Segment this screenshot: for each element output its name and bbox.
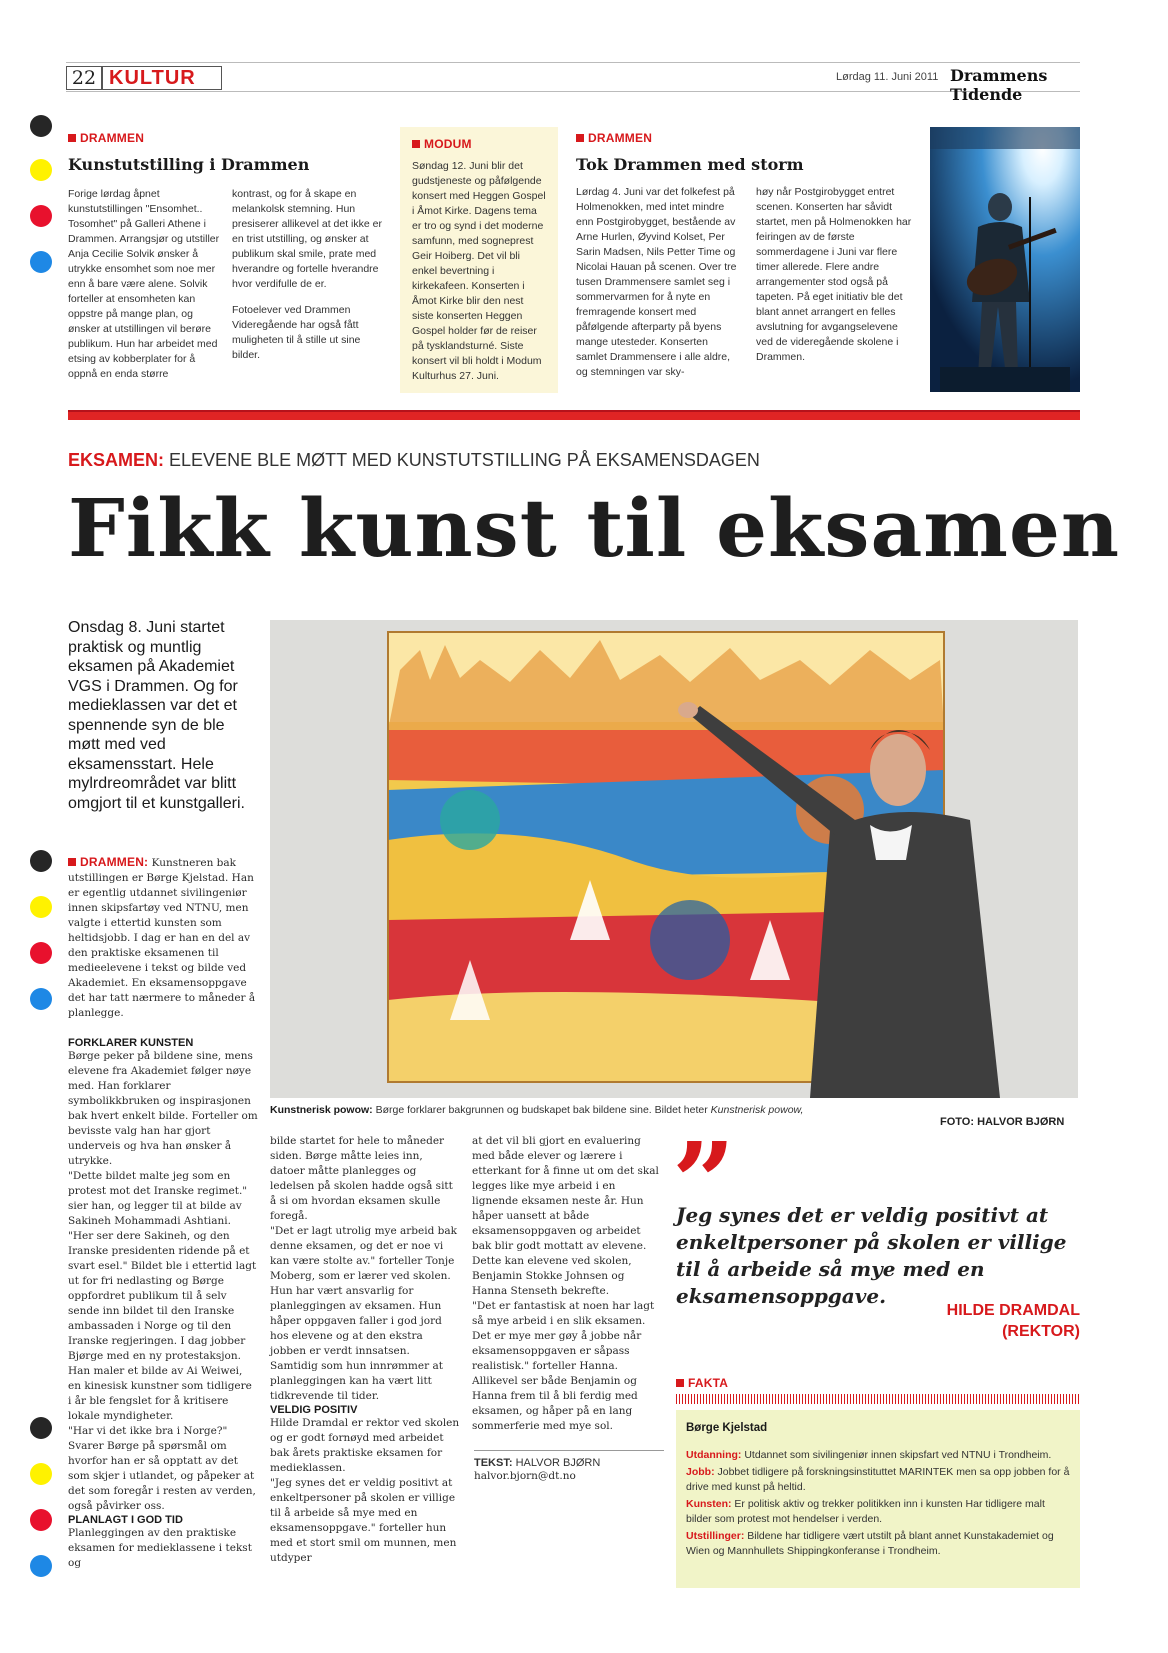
byline-name: HALVOR BJØRN [515,1457,601,1469]
caption-label: Kunstnerisk powow: [270,1104,373,1116]
lead-paragraph: Onsdag 8. Juni startet praktisk og muntlig eksamen på Akademiet VGS i Drammen. Og for medieklassen var det et spennende syn de ble møtt med ved eksamensstart. Hele mylrdreområdet var blitt omgjort til et kunstgalleri. [68,619,245,812]
section-divider [68,410,1080,420]
brief-kunstutstilling [68,131,390,380]
subhead: VELDIG POSITIV [270,1404,358,1416]
caption-title: Kunstnerisk powow, [710,1104,804,1116]
body-paragraph: Børge peker på bildene sine, mens elevene fra Akademiet følger nøye med. Han forklarer symbolikkbruken og inspirasjonen bak hvert enkelt bilde. Forteller om bevisste valg han har gjort underveis og hva han ønsker å utrykke. [68,1050,258,1167]
fakta-item [686,1448,1070,1463]
quote-mark: ” [672,1118,736,1247]
brief-tag: DRAMMEN [68,131,390,145]
brief-text: høy når Postgirobygget entret scenen. Konserten har såvidt startet, men på Holmenokken har feiringen av de første sommerdagene i Juni var flere timer allerede. Flere andre arrangementer stod også på tapeten. På eget initiativ ble det blant annet arrangert en felles avslutning for avgangselevene ved de videregående skolene i Drammen. [756,186,912,363]
fakta-name: Børge Kjelstad [686,1422,768,1434]
brief-title: Tok Drammen med storm [576,155,804,174]
fakta-box [676,1376,1080,1588]
body-paragraph: bilde startet for hele to måneder siden. Børge måtte leies inn, datoer måtte planlegges og ledelsen på skolen hadde også sitt å si om hvordan eksamen skulle foregå. [270,1135,453,1222]
main-photo [270,620,1078,1098]
brief-tag: MODUM [412,137,546,151]
subhead: PLANLAGT I GOD TID [68,1514,183,1526]
brief-tag: DRAMMEN [576,131,912,145]
masthead: Drammens Tidende [950,66,1048,104]
page-number: 22 [66,66,102,90]
registration-dot [30,942,52,964]
brief-title: Kunstutstilling i Drammen [68,155,310,174]
headline: Fikk kunst til eksamen [68,481,1120,575]
body-paragraph: "Har vi det ikke bra i Norge?" Svarer Børge på spørsmål om hvorfor han er så opptatt av det som skjer i utlandet, og påpeker at det som foregår i resten av verden, også påvirker oss. [68,1425,256,1512]
pull-quote: Jeg synes det er veldig positivt at enkeltpersoner på skolen er villige til å arbeide så mye med en eksamensoppgave. [676,1203,1067,1308]
registration-dot [30,115,52,137]
brief-modum [400,127,558,393]
fakta-label: FAKTA [676,1376,1080,1390]
caption-text: Børge forklarer bakgrunnen og budskapet bak bildene sine. Bildet heter [375,1104,708,1116]
registration-dot [30,205,52,227]
fakta-key: Utstillinger: [686,1530,745,1542]
brief-text: Lørdag 4. Juni var det folkefest på Holmenokken, med intet mindre enn Postgirobygget, bestående av Arne Hurlen, Øyvind Kolset, Per Sarin Madsen, Nils Petter Time og Nicolai Hauan på scenen. Over tre tusen Drammensere samlet seg i sommervarmen for å nyte en fremragende konsert med påfølgende afterparty på byens mange utesteder. Konserten samlet Drammensere i alle aldre, og stemningen var sky- [576,186,737,378]
byline [474,1450,664,1484]
subhead: FORKLARER KUNSTEN [68,1037,194,1049]
quote-attribution [860,1300,1080,1342]
registration-dot [30,988,52,1010]
body-paragraph: "Jeg synes det er veldig positivt at enkeltpersoner på skolen er villige til å arbeide så mye med en eksamensoppgave." forteller hun med et stort smil om munnen, men utdyper [270,1477,457,1564]
registration-dot [30,896,52,918]
page-header [66,62,1080,104]
byline-email[interactable]: halvor.bjorn@dt.no [474,1470,576,1482]
body-paragraph: "Det er lagt utrolig mye arbeid bak denne eksamen, og det er noe vi kan være stolte av." forteller Tonje Moberg, som er lærer ved skolen. Hun har vært ansvarlig for planleggingen av eksamen. Hun håper oppgaven faller i god jord hos elevene og at den ekstra jobben er verdt innsatsen. Samtidig som hun innrømmer at planleggingen kan ha vært litt tidkrevende til tider. [270,1225,458,1402]
brief-drammen-storm [576,131,912,378]
fakta-key: Utdanning: [686,1449,742,1461]
fakta-key: Kunsten: [686,1498,732,1510]
registration-dot [30,159,52,181]
body-paragraph: "Det er fantastisk at noen har lagt så mye arbeid i en slik eksamen. Det er mye mer gøy å jobbe når eksamensoppgaven er såpass realistisk." forteller Hanna. Allikevel ser både Benjamin og Hanna frem til å bli ferdig med eksamen, og håper på en lang sommerferie med mye sol. [472,1300,655,1432]
registration-dot [30,1463,52,1485]
brief-text: kontrast, og for å skape en melankolsk stemning. Hun presiserer allikevel at det ikke er en trist utstilling, og ønsker at publikum skal smile, prate med hverandre og fortelle hverandre hvor verdifulle de er. [232,188,382,290]
fakta-item [686,1497,1070,1527]
byline-label: TEKST: [474,1457,513,1469]
fakta-item [686,1529,1070,1559]
registration-dot [30,1555,52,1577]
dateline: DRAMMEN: [68,855,148,869]
registration-dot [30,850,52,872]
fakta-value: Utdannet som sivilingeniør innen skipsfart ved NTNU i Trondheim. [744,1449,1052,1461]
fakta-item [686,1465,1070,1495]
section-label: KULTUR [102,66,222,90]
kicker [68,450,760,471]
registration-dot [30,1509,52,1531]
body-paragraph: "Dette bildet malte jeg som en protest mot det Iranske regimet." sier han, og legger til at bilde av Sakineh Mohammadi Ashtiani. [68,1170,248,1227]
body-paragraph: Hilde Dramdal er rektor ved skolen og er godt fornøyd med arbeidet bak årets praktiske eksamen for medieklassen. [270,1417,460,1474]
fakta-content [676,1410,1080,1588]
registration-dot [30,1417,52,1439]
body-paragraph: Planleggingen av den praktiske eksamen for medieklassene i tekst og [68,1527,252,1569]
fakta-key: Jobb: [686,1466,715,1478]
kicker-text: ELEVENE BLE MØTT MED KUNSTUTSTILLING PÅ EKSAMENSDAGEN [169,450,760,470]
brief-text: Fotoelever ved Drammen Videregående har også fått muligheten til å stille ut sine bilder. [232,304,361,361]
kicker-label: EKSAMEN: [68,450,165,470]
registration-dot [30,251,52,273]
photo-caption [270,1104,890,1116]
brief-text: Søndag 12. Juni blir det gudstjeneste og påfølgende konsert med Heggen Gospel i Åmot Kirke. Dagens tema er tro og synd i det moderne samfunn, med sogneprest Geir Hoiberg. Det vil bli enkel bevertning i kirkekafeen. Konserten i Åmot Kirke blir den nest siste konserten Heggen Gospel holder før de reiser på tysklandsturné. Siste konsert vil bli holdt i Modum Kulturhus 27. Juni. [412,160,546,382]
body-paragraph: "Her ser dere Sakineh, og den Iranske presidenten ridende på et svart esel." Bildet ble i ettertid lagt ut for fri nedlasting og Børge oppfordret publikum til å selv sende inn bildet til den Iranske ambassaden i Norge og til den Iranske regjeringen. I dag jobber Bjørge med en ny protestaksjon. Han maler et bilde av Ai Weiwei, en kinesisk kunstner som tidligere i år ble fengslet for å kritisere lokale myndigheter. [68,1230,257,1422]
header-date: Lørdag 11. Juni 2011 [836,71,939,83]
quote-role: (REKTOR) [1002,1323,1080,1340]
body-paragraph: at det vil bli gjort en evaluering med både elever og lærere i etterkant for å finne ut om det skal legges like mye arbeid i en lignende eksamen neste år. Hun håper uansett at både eksamensoppgaven og arbeidet bak blir godt mottatt av elevene. Dette kan elevene ved skolen, Benjamin Stokke Johnsen og Hanna Stenseth bekrefte. [472,1135,659,1297]
article-column-2 [270,1134,460,1566]
fakta-value: Bildene har tidligere vært utstilt på blant annet Kunstakademiet og Wien og Mannhullets Shippingkonferanse i Trondheim. [686,1530,1054,1557]
photo-credit: FOTO: HALVOR BJØRN [940,1116,1065,1128]
fakta-rule [676,1394,1080,1404]
fakta-value: Jobbet tidligere på forskningsinstituttet MARINTEK men sa opp jobben for å drive med kunst på heltid. [686,1466,1070,1493]
brief-text: Forige lørdag åpnet kunstutstillingen "Ensomhet.. Tosomhet" på Galleri Athene i Drammen. Arrangsjør og utstiller Anja Cecilie Solvik ønsker å utrykke ensomhet som noe mer enn å bare være alene. Solvik forteller at ensomheten kan oppstre på mange plan, og ønsker at utstillingen vil berøre publikum. Hun har arbeidet med etsing av kobberplater for å oppnå en enda større [68,188,220,380]
body-intro: Kunstneren bak utstillingen er Børge Kjelstad. Han er egentlig utdannet sivilingeniør innen skipsfartøy ved NTNU, men valgte i ettertid kunsten som heltidsjobb. I dag er han en del av den praktiske eksamenen til medieelevene i tekst og bilde ved Akademiet. En eksamensoppgave det har tatt nærmere to måneder å planlegge. [68,857,256,1019]
fakta-value: Er politisk aktiv og trekker politikken inn i kunsten Har tidligere malt bilder som protest mot hendelser i verden. [686,1498,1045,1525]
quote-name: HILDE DRAMDAL [946,1302,1080,1319]
concert-photo [930,127,1080,392]
article-column-3 [472,1134,662,1434]
article-column-1 [68,855,258,1571]
